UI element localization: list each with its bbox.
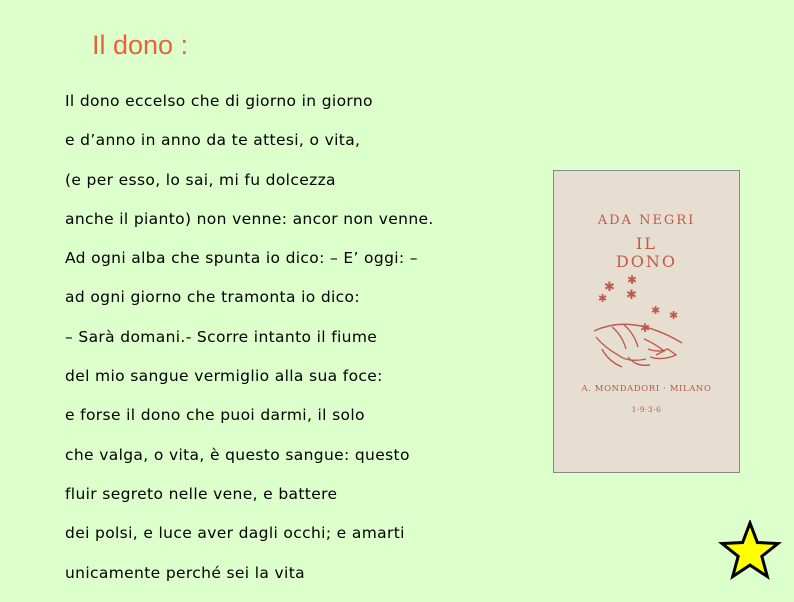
svg-text:✱: ✱ xyxy=(651,304,661,317)
poem-line: che valga, o vita, è questo sangue: questo xyxy=(65,445,410,464)
svg-text:✱: ✱ xyxy=(598,292,608,305)
poem-line: dei polsi, e luce aver dagli occhi; e amarti xyxy=(65,524,405,543)
ship-drawing xyxy=(594,324,682,367)
poem-line: Il dono eccelso che di giorno in giorno xyxy=(65,92,373,110)
slide-title: Il dono : xyxy=(92,30,189,60)
svg-text:✱: ✱ xyxy=(626,288,637,303)
svg-text:✱: ✱ xyxy=(669,309,679,322)
cover-publisher: A. MONDADORI · MILANO xyxy=(581,384,712,394)
star-nav-button[interactable] xyxy=(718,520,782,582)
cover-year: 1·9·3·6 xyxy=(631,405,662,414)
poem-line: Ad ogni alba che spunta io dico: – E’ oggi: – xyxy=(65,249,418,268)
poem-line: ad ogni giorno che tramonta io dico: xyxy=(65,288,360,307)
poem-line: (e per esso, lo sai, mi fu dolcezza xyxy=(65,170,336,189)
poem-line: fluir segreto nelle vene, e battere xyxy=(65,484,338,503)
poem-line: – Sarà domani.- Scorre intanto il fiume xyxy=(65,327,378,346)
poem-line: anche il pianto) non venne: ancor non venne. xyxy=(65,209,434,228)
poem-line: e d’anno in anno da te attesi, o vita, xyxy=(65,131,361,150)
svg-text:✱: ✱ xyxy=(640,321,651,335)
svg-text:✱: ✱ xyxy=(627,273,638,287)
cover-illustration xyxy=(584,269,714,379)
cover-title-line: DONO xyxy=(615,252,678,271)
cover-author: ADA NEGRI xyxy=(597,213,696,228)
poem-line: unicamente perché sei la vita xyxy=(65,563,305,582)
poem-line: e forse il dono che puoi darmi, il solo xyxy=(65,406,365,425)
poem-line: del mio sangue vermiglio alla sua foce: xyxy=(65,367,383,386)
book-cover-image xyxy=(553,170,740,473)
poem xyxy=(65,91,434,602)
svg-text:✱: ✱ xyxy=(604,280,615,295)
cover-title xyxy=(554,235,739,271)
cover-title-line: IL xyxy=(636,234,657,253)
star-icon xyxy=(718,520,782,582)
